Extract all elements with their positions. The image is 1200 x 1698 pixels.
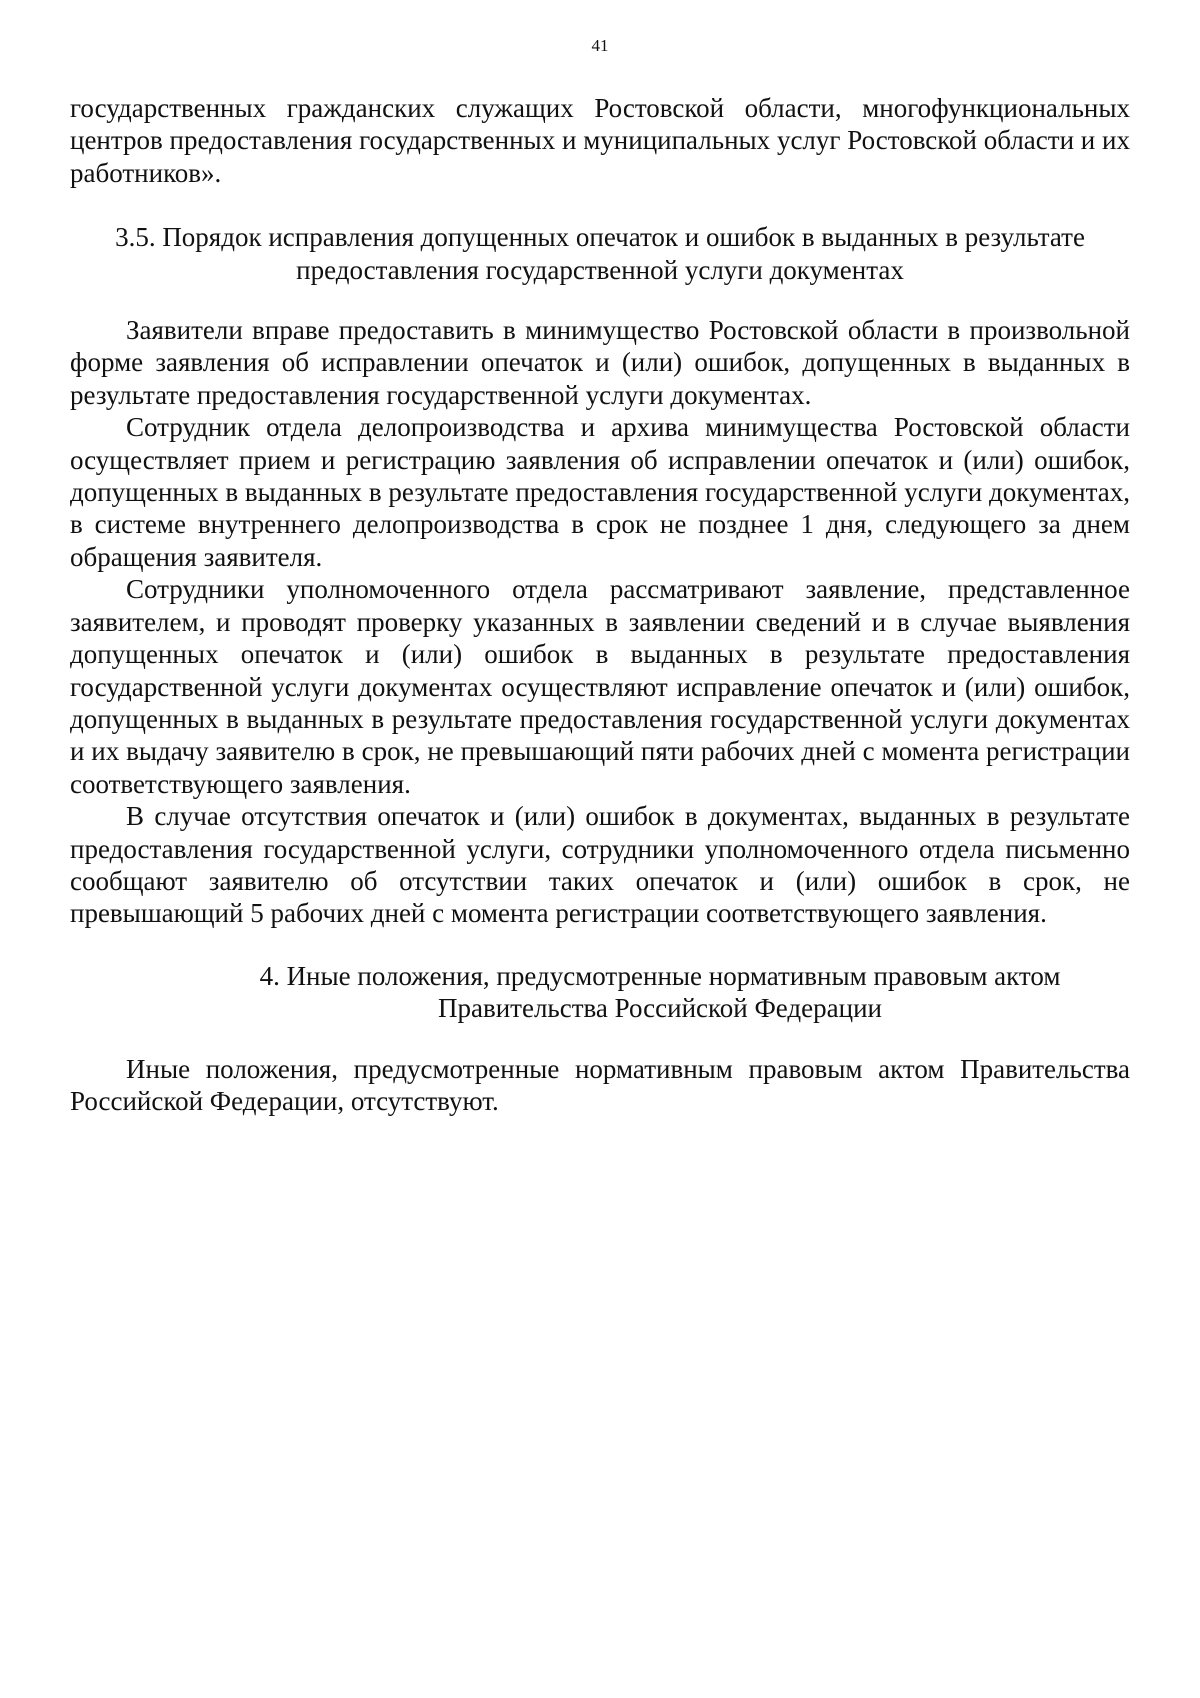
section-4-heading-line1: 4. Иные положения, предусмотренные нормативным правовым актом bbox=[259, 960, 1061, 991]
intro-paragraph: государственных гражданских служащих Ростовской области, многофункциональных центров предоставления государственных и муниципальных услуг Ростовской области и их работников». bbox=[70, 93, 1130, 188]
section-3-5-paragraph: В случае отсутствия опечаток и (или) ошибок в документах, выданных в результате предоставления государственной услуги, сотрудники уполномоченного отдела письменно сообщают заявителю об отсутствии таких опечаток и (или) ошибок в срок, не превышающий 5 рабочих дней с момента регистрации соответствующего заявления. bbox=[70, 801, 1130, 929]
section-4-heading-line2: Правительства Российской Федерации bbox=[438, 993, 882, 1024]
section-3-5-heading bbox=[70, 221, 1130, 286]
section-3-5-paragraph: Сотрудники уполномоченного отдела рассматривают заявление, представленное заявителем, и проводят проверку указанных в заявлении сведений и в случае выявления допущенных опечаток и (или) ошибок в выданных в результате предоставления государственной услуги документах осуществляют исправление опечаток и (или) ошибок, допущенных в выданных в результате предоставления государственной услуги документах и их выдачу заявителю в срок, не превышающий пяти рабочих дней с момента регистрации соответствующего заявления. bbox=[70, 574, 1130, 799]
section-3-5-body bbox=[70, 314, 1130, 930]
section-4-body bbox=[70, 1053, 1130, 1118]
section-3-5-paragraph: Сотрудник отдела делопроизводства и архива минимущества Ростовской области осуществляет прием и регистрацию заявления об исправлении опечаток и (или) ошибок, допущенных в выданных в результате предоставления государственной услуги документах, в системе внутреннего делопроизводства в срок не позднее 1 дня, следующего за днем обращения заявителя. bbox=[70, 412, 1130, 572]
page-number: 41 bbox=[591, 36, 609, 55]
section-3-5-heading-line1: 3.5. Порядок исправления допущенных опечаток и ошибок в выданных в результате bbox=[115, 222, 1085, 253]
section-4-paragraph: Иные положения, предусмотренные нормативным правовым актом Правительства Российской Федерации, отсутствуют. bbox=[70, 1053, 1130, 1116]
page-content bbox=[70, 92, 1130, 1117]
section-3-5-paragraph: Заявители вправе предоставить в минимущество Ростовской области в произвольной форме заявления об исправлении опечаток и (или) ошибок, допущенных в выданных в результате предоставления государственной услуги документах. bbox=[70, 315, 1130, 410]
section-4-heading bbox=[70, 960, 1130, 1025]
section-3-5-heading-line2: предоставления государственной услуги документах bbox=[296, 254, 904, 285]
